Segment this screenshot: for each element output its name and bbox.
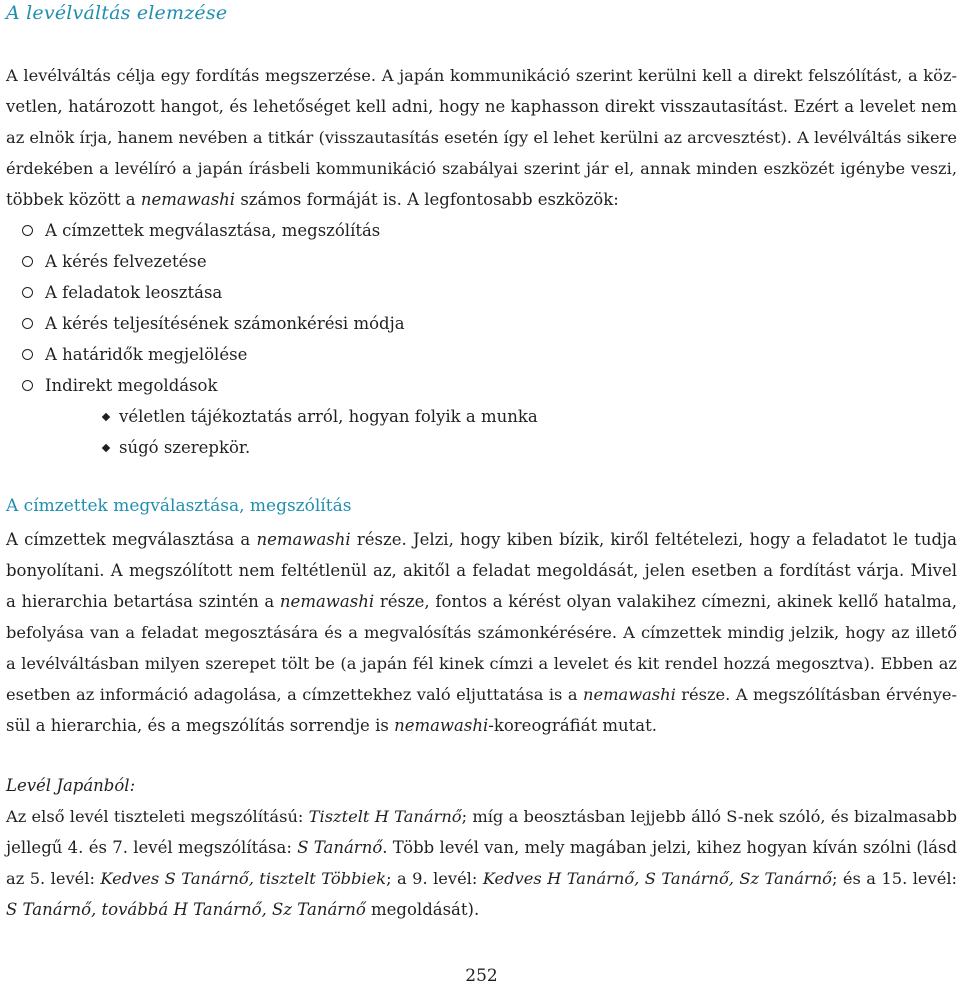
page-number: 252 xyxy=(465,966,498,986)
diamond-bullet-icon xyxy=(102,443,110,451)
section-paragraph xyxy=(6,524,957,741)
section-line: bonyolítani. A megszólított nem feltétlenül az, akitől a feladat megoldását, jelen esetben a fordítást várja. Mivel xyxy=(6,561,957,580)
text-run: ; és a 15. levél: xyxy=(831,869,957,888)
sub-list-item-label: súgó szerepkör. xyxy=(119,438,251,457)
text-run: megoldását). xyxy=(365,900,480,919)
text-run: sül a hierarchia, és a megszólítás sorrendje is xyxy=(6,716,395,735)
italic-term: nemawashi xyxy=(583,685,676,704)
intro-line: vetlen, határozott hangot, és lehetőséget kell adni, hogy ne kaphasson direkt visszautasítást. Ezért a levelet nem xyxy=(6,97,957,116)
sub-list-item-label: véletlen tájékoztatás arról, hogyan folyik a munka xyxy=(119,407,538,426)
text-run: az 5. levél: xyxy=(6,869,101,888)
italic-term: S Tanárnő, továbbá H Tanárnő, Sz Tanárnő xyxy=(6,900,366,919)
text-run: része. Jelzi, hogy kiben bízik, kiről feltételezi, hogy a feladatot le tudja xyxy=(350,530,957,549)
italic-term: Kedves H Tanárnő, S Tanárnő, Sz Tanárnő xyxy=(482,869,832,888)
list-item-label: Indirekt megoldások xyxy=(45,376,218,395)
page-title: A levélváltás elemzése xyxy=(6,2,228,24)
text-run: jellegű 4. és 7. levél megszólítása: xyxy=(6,838,298,857)
section-line xyxy=(6,710,957,741)
text-run: többek között a xyxy=(6,190,141,209)
section-line xyxy=(6,679,957,710)
sub-list-item xyxy=(6,401,957,432)
circle-bullet-icon xyxy=(22,349,33,360)
text-run: Az első levél tiszteleti megszólítású: xyxy=(6,807,309,826)
intro-line xyxy=(6,184,957,215)
list-item-label: A kérés felvezetése xyxy=(45,252,207,271)
italic-term: Tisztelt H Tanárnő xyxy=(308,807,462,826)
list-item-label: A kérés teljesítésének számonkérési módja xyxy=(45,314,405,333)
italic-term: nemawashi xyxy=(256,530,351,549)
italic-term: nemawashi xyxy=(279,592,375,611)
circle-bullet-icon xyxy=(22,318,33,329)
letter-line xyxy=(6,894,957,925)
circle-bullet-icon xyxy=(22,225,33,236)
letter-line xyxy=(6,832,957,863)
list-item xyxy=(6,370,957,401)
section-line: a levélváltásban milyen szerepet tölt be (a japán fél kinek címzi a levelet és kit rendel hozzá megosztva). Ebben az xyxy=(6,654,957,673)
letter-label: Levél Japánból: xyxy=(6,776,136,795)
text-run: esetben az információ adagolása, a címzettekhez való eljuttatása is a xyxy=(6,685,584,704)
list-item-label: A címzettek megválasztása, megszólítás xyxy=(45,221,381,240)
italic-term: S Tanárnő xyxy=(297,838,383,857)
letter-line xyxy=(6,801,957,832)
intro-line: A levélváltás célja egy fordítás megszerzése. A japán kommunikáció szerint kerülni kell a direkt felszólítást, a köz- xyxy=(6,66,957,85)
section-line: befolyása van a feladat megosztására és a megvalósítás számonkérésére. A címzettek mindig jelzik, hogy az illető xyxy=(6,623,957,642)
list-item xyxy=(6,339,957,370)
text-run: számos formáját is. A legfontosabb eszközök: xyxy=(235,190,619,209)
section-heading: A címzettek megválasztása, megszólítás xyxy=(6,496,352,516)
intro-line: érdekében a levélíró a japán írásbeli kommunikáció szabályai szerint jár el, annak minden eszközét igénybe veszi, xyxy=(6,159,957,178)
text-run: része, fontos a kérést olyan valakihez címezni, akinek kellő hatalma, xyxy=(374,592,957,611)
circle-bullet-icon xyxy=(22,380,33,391)
sub-list-item xyxy=(6,432,957,463)
circle-bullet-icon xyxy=(22,287,33,298)
text-run: -koreográfiát mutat. xyxy=(488,716,657,735)
diamond-bullet-icon xyxy=(102,412,110,420)
list-item xyxy=(6,277,957,308)
italic-term: Kedves S Tanárnő, tisztelt Többiek xyxy=(100,869,387,888)
section-line xyxy=(6,586,957,617)
tools-list xyxy=(6,215,957,463)
intro-line: az elnök írja, hanem nevében a titkár (visszautasítás esetén így el lehet kerülni az arcvesztést). A levélváltás sikere xyxy=(6,128,957,147)
text-run: A címzettek megválasztása a xyxy=(6,530,257,549)
text-run: része. A megszólításban érvénye- xyxy=(675,685,957,704)
italic-term: nemawashi xyxy=(394,716,489,735)
circle-bullet-icon xyxy=(22,256,33,267)
list-item xyxy=(6,308,957,339)
text-run: . Több levél van, mely magában jelzi, kihez hogyan kíván szólni (lásd xyxy=(382,838,958,857)
list-item-label: A feladatok leosztása xyxy=(45,283,223,302)
italic-term: nemawashi xyxy=(140,190,236,209)
letter-paragraph xyxy=(6,770,957,925)
letter-line xyxy=(6,863,957,894)
text-run: ; míg a beosztásban lejjebb álló S-nek szóló, és bizalmasabb xyxy=(461,807,957,826)
list-item xyxy=(6,215,957,246)
text-run: a hierarchia betartása szintén a xyxy=(6,592,280,611)
text-run: ; a 9. levél: xyxy=(386,869,483,888)
section-line xyxy=(6,524,957,555)
intro-paragraph xyxy=(6,60,957,215)
list-item xyxy=(6,246,957,277)
list-item-label: A határidők megjelölése xyxy=(45,345,248,364)
